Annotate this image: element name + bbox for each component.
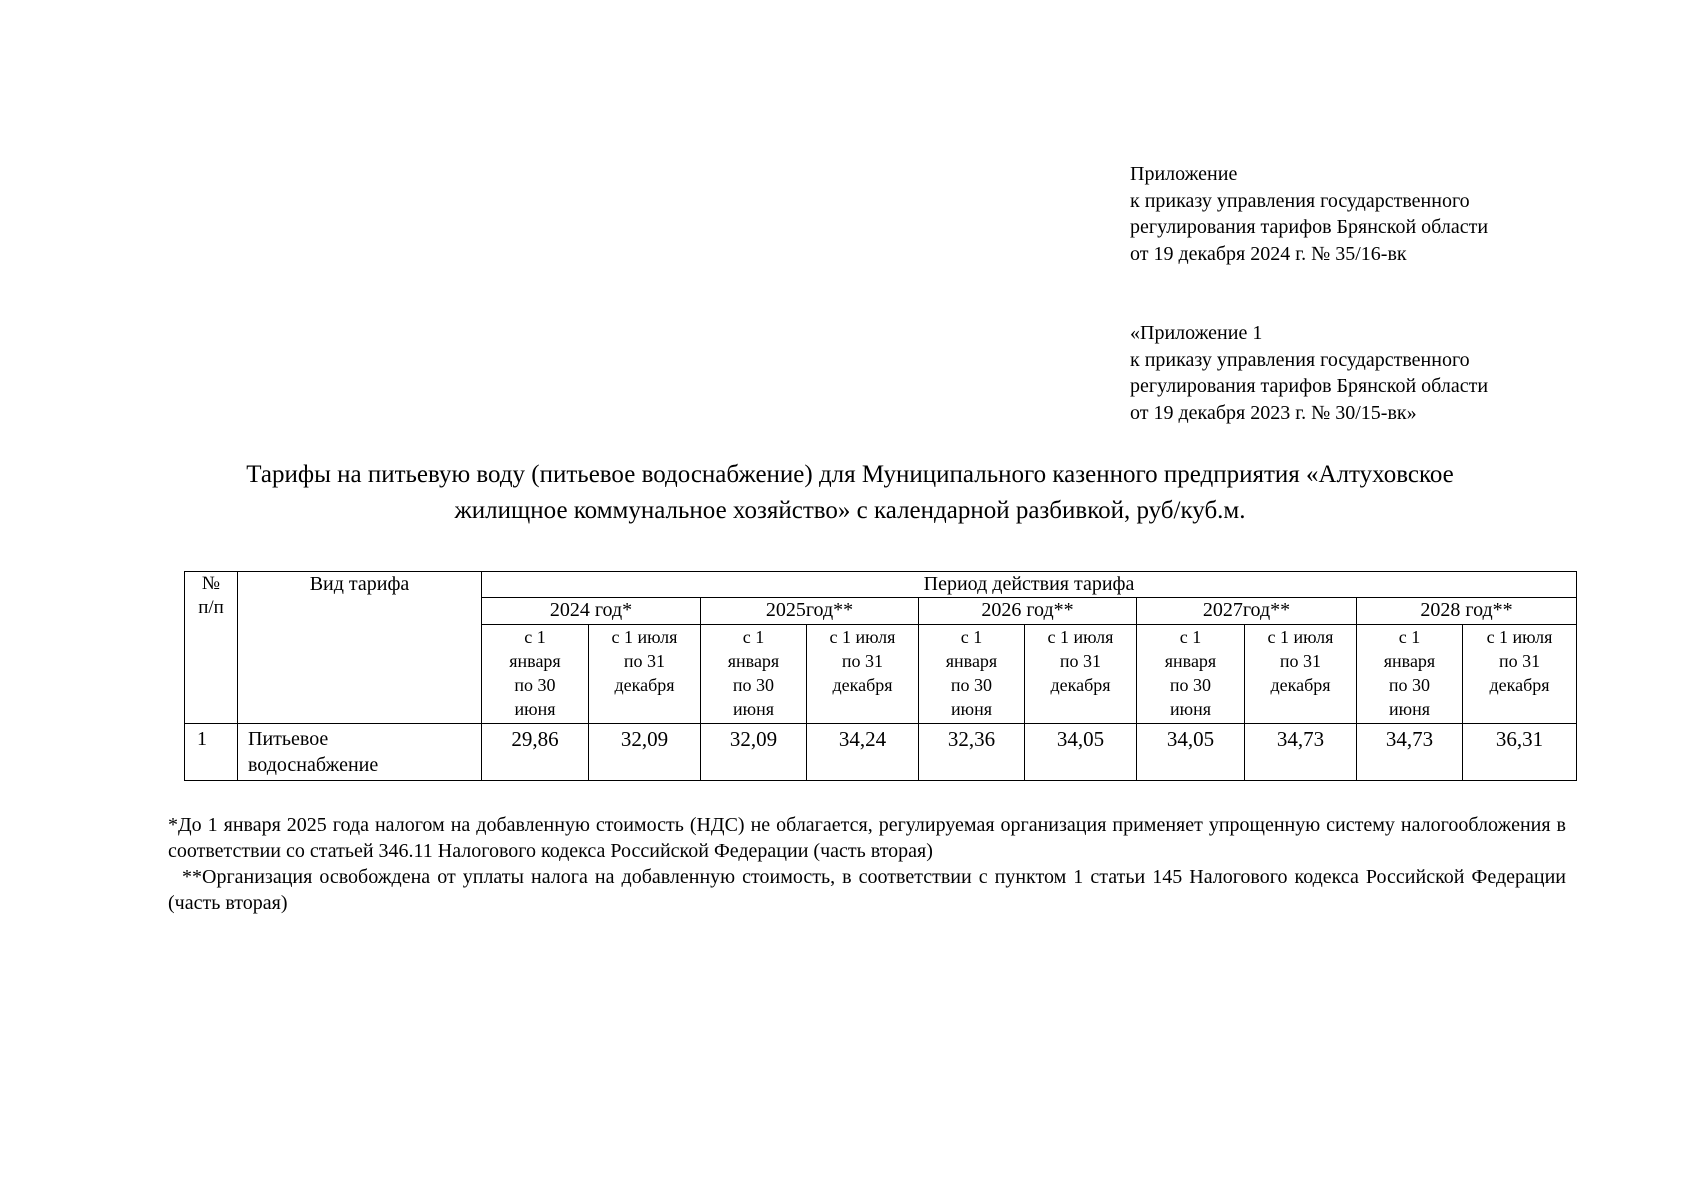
subperiod-text: по 31	[1059, 651, 1102, 671]
subperiod-text: по 30	[514, 675, 556, 695]
header-number	[185, 572, 238, 724]
subperiod-text: с 1 июля	[1267, 627, 1334, 647]
subperiod-text: с 1	[960, 627, 983, 647]
subperiod-text: с 1	[1398, 627, 1421, 647]
footnote-vat-exempt-2024: *До 1 января 2025 года налогом на добавленную стоимость (НДС) не облагается, регулируемая организация применяет упрощенную систему налогообложения в соответствии со статьей 346.11 Налогового кодекса Российской Федерации (часть вторая)	[168, 814, 1566, 862]
subperiod-text: декабря	[1489, 675, 1550, 695]
subperiod-text: января	[727, 651, 780, 671]
document-title	[150, 457, 1550, 529]
subperiod-text: декабря	[832, 675, 893, 695]
header-period: Период действия тарифа	[482, 572, 1577, 598]
subperiod-text: с 1 июля	[829, 627, 896, 647]
appendix-line: Приложение	[1130, 163, 1238, 185]
tariff-value: 34,73	[1357, 724, 1463, 781]
appendix-line: регулирования тарифов Брянской области	[1130, 216, 1489, 238]
subperiod-second-half	[589, 625, 701, 724]
subperiod-text: декабря	[1050, 675, 1111, 695]
subperiod-text: января	[1383, 651, 1436, 671]
tariff-value: 34,24	[807, 724, 919, 781]
subperiod-text: июня	[514, 699, 556, 719]
tariff-value: 34,05	[1137, 724, 1245, 781]
subperiod-text: с 1 июля	[611, 627, 678, 647]
row-tariff-name	[238, 724, 482, 781]
row-tariff-name-text: водоснабжение	[248, 754, 379, 776]
subperiod-first-half	[701, 625, 807, 724]
subperiod-text: по 30	[1388, 675, 1431, 695]
title-line-2: жилищное коммунальное хозяйство» с календарной разбивкой, руб/куб.м.	[454, 497, 1246, 524]
subperiod-text: июня	[1389, 699, 1430, 719]
subperiod-text: декабря	[614, 675, 675, 695]
subperiod-text: января	[509, 651, 561, 671]
subperiod-first-half	[919, 625, 1025, 724]
appendix-line: от 19 декабря 2024 г. № 35/16-вк	[1130, 242, 1407, 265]
header-year: 2028 год**	[1357, 598, 1577, 625]
title-line-1: Тарифы на питьевую воду (питьевое водоснабжение) для Муниципального казенного предприятия «Алтуховское	[246, 461, 1454, 488]
subperiod-text: по 31	[841, 651, 884, 671]
header-year: 2024 год*	[482, 598, 701, 625]
subperiod-second-half	[1025, 625, 1137, 724]
subperiod-second-half	[1245, 625, 1357, 724]
subperiod-text: по 30	[732, 675, 775, 695]
header-year: 2026 год**	[919, 598, 1137, 625]
header-tariff-type: Вид тарифа	[238, 572, 482, 724]
subperiod-second-half	[1463, 625, 1577, 724]
table-header-row	[185, 572, 1577, 598]
header-year: 2025год**	[701, 598, 919, 625]
tariff-value: 36,31	[1463, 724, 1577, 781]
footnote-vat-exempt-org: **Организация освобождена от уплаты налога на добавленную стоимость, в соответствии с пунктом 1 статьи 145 Налогового кодекса Российской Федерации (часть вторая)	[168, 866, 1566, 914]
header-year: 2027год**	[1137, 598, 1357, 625]
subperiod-text: с 1	[524, 627, 546, 647]
row-tariff-name-text: Питьевое	[248, 728, 329, 750]
subperiod-text: по 31	[1498, 651, 1541, 671]
appendix-line: регулирования тарифов Брянской области	[1130, 375, 1489, 397]
subperiod-text: июня	[733, 699, 774, 719]
tariff-value: 29,86	[482, 724, 589, 781]
subperiod-text: января	[1164, 651, 1217, 671]
subperiod-text: июня	[1170, 699, 1211, 719]
tariff-value: 32,09	[701, 724, 807, 781]
subperiod-text: по 30	[950, 675, 993, 695]
subperiod-text: января	[945, 651, 998, 671]
subperiod-text: по 30	[1169, 675, 1212, 695]
appendix-line: «Приложение 1	[1130, 322, 1263, 344]
appendix-header	[1130, 161, 1670, 267]
header-number-abbr: п/п	[198, 597, 224, 618]
subperiod-second-half	[807, 625, 919, 724]
subperiod-first-half	[482, 625, 589, 724]
subperiod-first-half	[1357, 625, 1463, 724]
appendix-line: к приказу управления государственного	[1130, 348, 1470, 371]
subperiod-text: по 31	[623, 651, 666, 671]
subperiod-text: с 1	[742, 627, 765, 647]
subperiod-text: с 1 июля	[1486, 627, 1553, 647]
row-number: 1	[185, 724, 238, 781]
subperiod-first-half	[1137, 625, 1245, 724]
subperiod-text: с 1 июля	[1047, 627, 1114, 647]
previous-appendix-header	[1130, 320, 1670, 426]
tariff-table	[184, 571, 1577, 781]
table-row	[185, 724, 1577, 781]
header-number-sign: №	[201, 573, 221, 594]
tariff-value: 34,73	[1245, 724, 1357, 781]
subperiod-text: июня	[951, 699, 992, 719]
appendix-line: от 19 декабря 2023 г. № 30/15-вк»	[1130, 401, 1417, 424]
subperiod-text: с 1	[1179, 627, 1202, 647]
subperiod-text: по 31	[1279, 651, 1322, 671]
subperiod-text: декабря	[1270, 675, 1331, 695]
tariff-value: 34,05	[1025, 724, 1137, 781]
tariff-value: 32,36	[919, 724, 1025, 781]
appendix-line: к приказу управления государственного	[1130, 189, 1470, 212]
tariff-value: 32,09	[589, 724, 701, 781]
